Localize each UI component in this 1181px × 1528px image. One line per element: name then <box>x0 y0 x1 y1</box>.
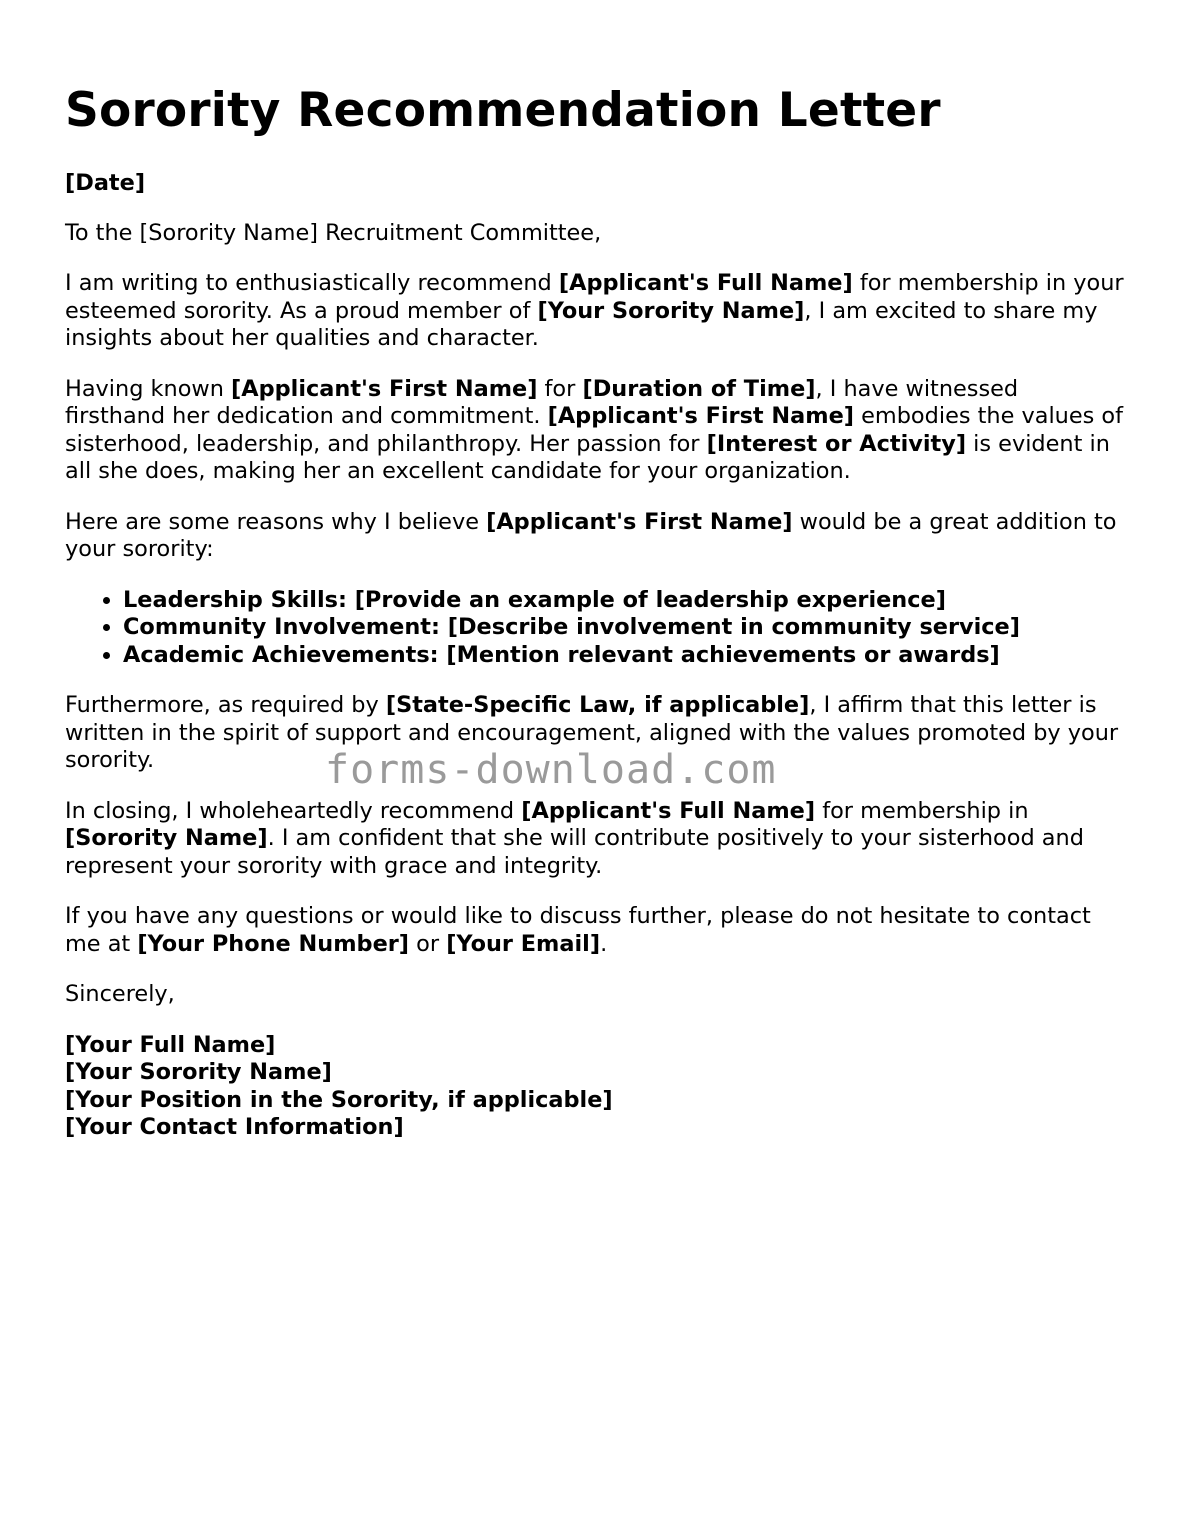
signature-position: [Your Position in the Sorority, if applicable] <box>65 1086 613 1113</box>
placeholder-state-law: [State-Specific Law, if applicable] <box>385 692 810 718</box>
placeholder-your-sorority-name: [Your Sorority Name] <box>537 297 805 324</box>
signature-block <box>65 1032 1125 1142</box>
placeholder-interest: [Interest or Activity] <box>706 430 967 457</box>
list-item: • Leadership Skills: [Provide an example of leadership experience] <box>123 587 1125 615</box>
placeholder-duration: [Duration of Time] <box>582 375 816 402</box>
watermark: forms-download.com <box>325 747 777 793</box>
placeholder-applicant-first-name: [Applicant's First Name] <box>486 508 793 535</box>
signature-contact-info: [Your Contact Information] <box>65 1114 404 1140</box>
date-line <box>65 170 1125 198</box>
letter-page <box>65 78 1125 1142</box>
placeholder-phone-number: [Your Phone Number] <box>137 930 410 957</box>
list-item: • Community Involvement: [Describe involvement in community service] <box>123 614 1125 642</box>
placeholder-applicant-first-name: [Applicant's First Name] <box>547 403 855 429</box>
signature-sorority-name: [Your Sorority Name] <box>65 1059 332 1085</box>
salutation: To the [Sorority Name] Recruitment Committee, <box>65 219 602 246</box>
list-item: • Academic Achievements: [Mention relevant achievements or awards] <box>123 642 1125 670</box>
paragraph-reasons-intro: Here are some reasons why I believe [Applicant's First Name] would be a great addition to your sorority: <box>65 508 1117 562</box>
date-placeholder: [Date] <box>65 170 146 196</box>
paragraph-contact: If you have any questions or would like to discuss further, please do not hesitate to contact me at [Your Phone Number] or [Your Email]. <box>65 903 1091 957</box>
placeholder-sorority-name: [Sorority Name] <box>65 825 268 851</box>
paragraph-background: Having known [Applicant's First Name] for [Duration of Time], I have witnessed firsthand her dedication and commitment. [Applicant's First Name] embodies the values of sisterhood, leadership, and philanthropy. Her passion for [Interest or Activity] is evident in all she does, making her an excellent candidate for your organization. <box>65 375 1124 484</box>
paragraph-closing-recommendation: In closing, I wholeheartedly recommend [Applicant's Full Name] for membership in [Sorority Name]. I am confident that she will contribute positively to your sisterhood and represent your sorority with grace and integrity. <box>65 797 1084 879</box>
closing-line: Sincerely, <box>65 981 175 1007</box>
paragraph-intro: I am writing to enthusiastically recommend [Applicant's Full Name] for membership in your esteemed sorority. As a proud member of [Your Sorority Name], I am excited to share my insights about her qualities and character. <box>65 270 1124 351</box>
placeholder-email: [Your Email] <box>446 930 601 957</box>
reasons-list <box>65 587 1125 670</box>
page-title: Sorority Recommendation Letter <box>65 83 941 138</box>
signature-full-name: [Your Full Name] <box>65 1031 276 1058</box>
paragraph-affirmation: Furthermore, as required by [State-Specific Law, if applicable], I affirm that this letter is written in the spirit of support and encouragement, aligned with the values promoted by your sorority. <box>65 692 1119 773</box>
placeholder-applicant-full-name: [Applicant's Full Name] <box>558 270 853 296</box>
placeholder-applicant-full-name: [Applicant's Full Name] <box>521 797 816 824</box>
placeholder-applicant-first-name: [Applicant's First Name] <box>231 375 538 402</box>
